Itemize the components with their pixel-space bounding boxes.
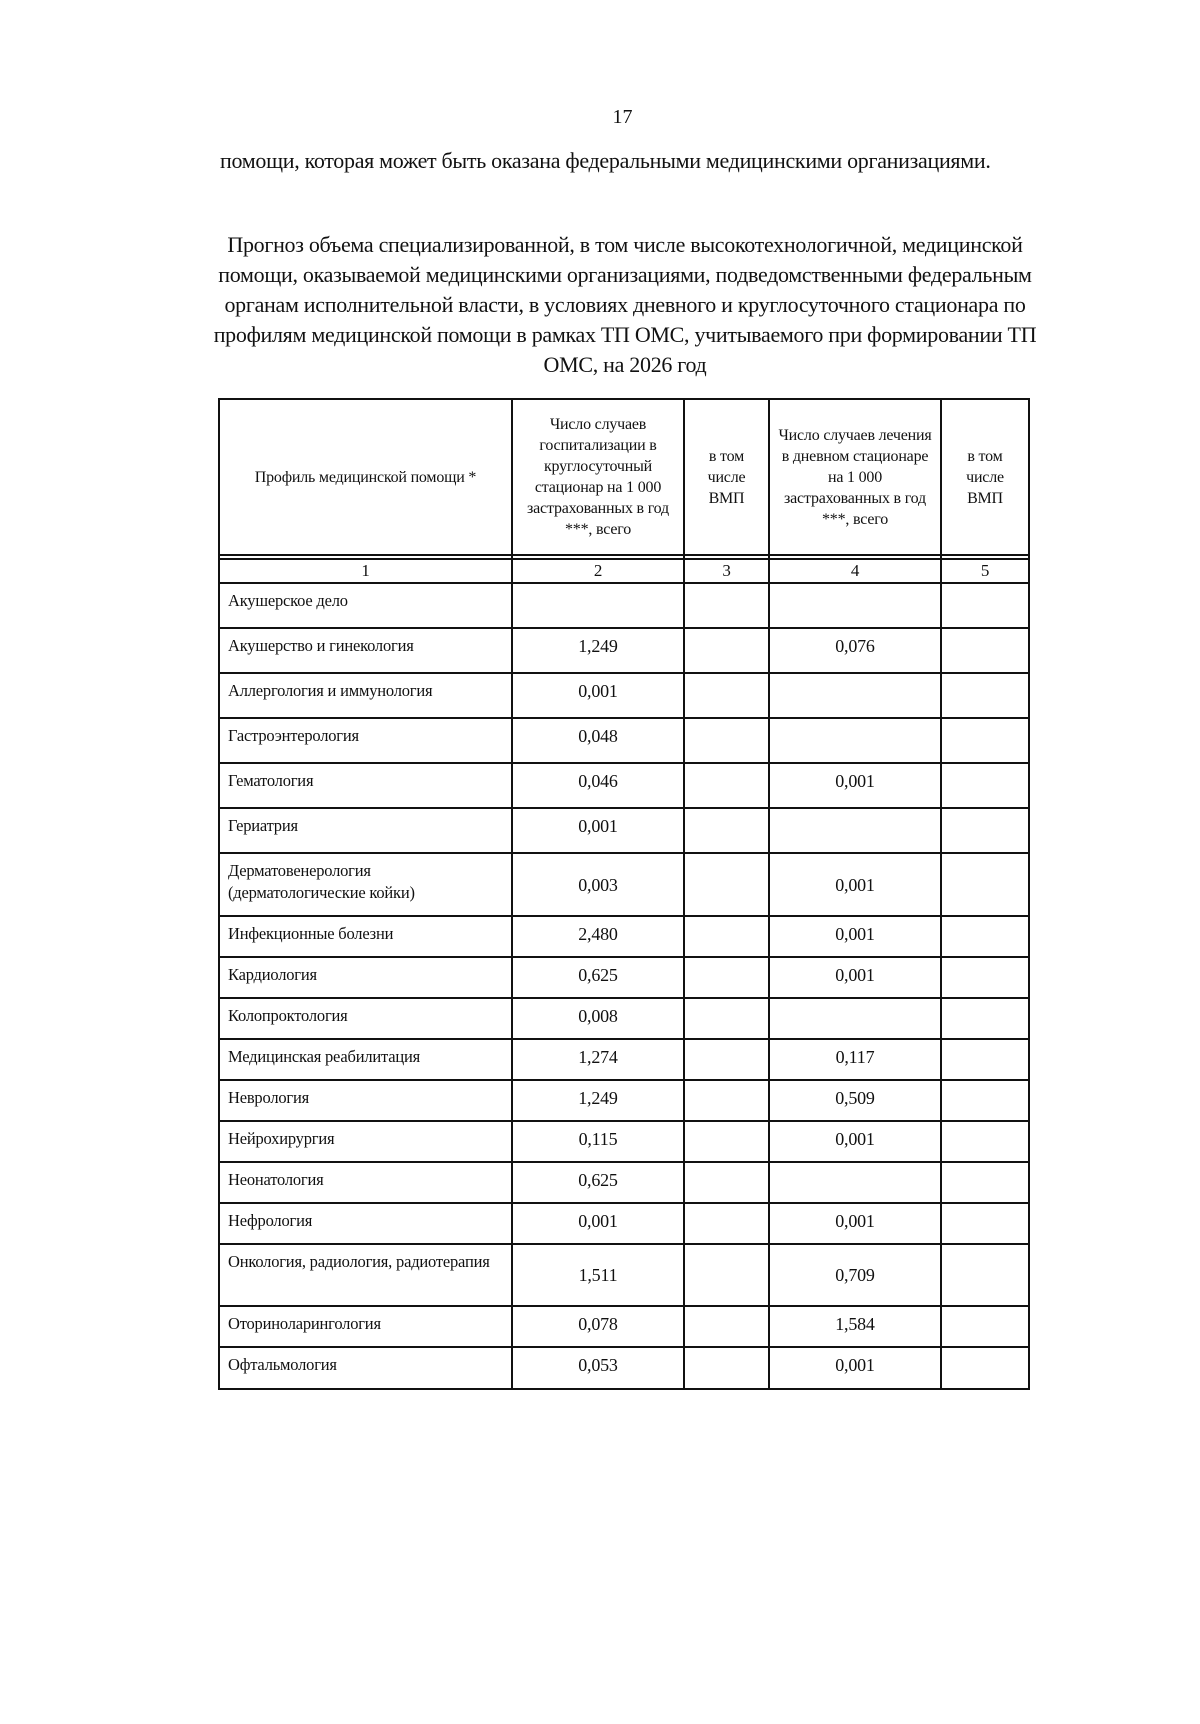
- cell-value-col2: 0,003: [512, 853, 684, 916]
- cell-value-col3: [684, 1306, 769, 1347]
- cell-value-col2: 0,048: [512, 718, 684, 763]
- header-hospital-cases: Число случаев госпитализации в круглосуточный стационар на 1 000 застрахованных в год ***, всего: [512, 399, 684, 555]
- cell-value-col2: 0,078: [512, 1306, 684, 1347]
- cell-value-col2: 0,008: [512, 998, 684, 1039]
- cell-profile: Гериатрия: [219, 808, 512, 853]
- cell-value-col5: [941, 1080, 1029, 1121]
- cell-value-col5: [941, 718, 1029, 763]
- cell-value-col2: 0,115: [512, 1121, 684, 1162]
- column-number: 3: [684, 559, 769, 583]
- cell-value-col3: [684, 916, 769, 957]
- table-row: [219, 1080, 1029, 1121]
- cell-profile: Акушерство и гинекология: [219, 628, 512, 673]
- cell-value-col3: [684, 1244, 769, 1306]
- table-row: [219, 1162, 1029, 1203]
- cell-value-col5: [941, 1039, 1029, 1080]
- cell-value-col5: [941, 916, 1029, 957]
- cell-value-col4: 0,001: [769, 957, 941, 998]
- table-row: [219, 628, 1029, 673]
- cell-value-col4: 0,001: [769, 1121, 941, 1162]
- cell-value-col3: [684, 583, 769, 628]
- cell-profile: Инфекционные болезни: [219, 916, 512, 957]
- cell-value-col3: [684, 718, 769, 763]
- header-hospital-vmp: в том числе ВМП: [684, 399, 769, 555]
- cell-profile: Дерматовенерология (дерматологические койки): [219, 853, 512, 916]
- cell-value-col4: 0,001: [769, 1203, 941, 1244]
- cell-profile: Неврология: [219, 1080, 512, 1121]
- cell-value-col4: [769, 673, 941, 718]
- table-row: [219, 763, 1029, 808]
- cell-value-col3: [684, 628, 769, 673]
- cell-value-col2: 0,001: [512, 808, 684, 853]
- cell-value-col4: 0,509: [769, 1080, 941, 1121]
- cell-value-col3: [684, 957, 769, 998]
- cell-value-col2: 0,001: [512, 1203, 684, 1244]
- column-number: 2: [512, 559, 684, 583]
- cell-value-col4: [769, 998, 941, 1039]
- cell-profile: Гастроэнтерология: [219, 718, 512, 763]
- cell-value-col4: 0,001: [769, 1347, 941, 1389]
- cell-value-col2: 1,511: [512, 1244, 684, 1306]
- cell-value-col5: [941, 673, 1029, 718]
- cell-value-col3: [684, 1039, 769, 1080]
- header-day-vmp: в том числе ВМП: [941, 399, 1029, 555]
- cell-value-col4: 0,001: [769, 763, 941, 808]
- table-row: [219, 853, 1029, 916]
- cell-value-col2: 2,480: [512, 916, 684, 957]
- cell-value-col3: [684, 808, 769, 853]
- cell-value-col2: [512, 583, 684, 628]
- cell-value-col4: [769, 1162, 941, 1203]
- cell-value-col2: 0,625: [512, 1162, 684, 1203]
- cell-value-col3: [684, 1121, 769, 1162]
- column-number: 4: [769, 559, 941, 583]
- table-row: [219, 1039, 1029, 1080]
- cell-value-col5: [941, 583, 1029, 628]
- cell-value-col3: [684, 763, 769, 808]
- cell-value-col5: [941, 1121, 1029, 1162]
- cell-value-col5: [941, 957, 1029, 998]
- table-row: [219, 1306, 1029, 1347]
- cell-value-col2: 1,249: [512, 1080, 684, 1121]
- table-row: [219, 998, 1029, 1039]
- table-row: [219, 583, 1029, 628]
- table-row: [219, 718, 1029, 763]
- cell-value-col3: [684, 1080, 769, 1121]
- cell-value-col4: 0,117: [769, 1039, 941, 1080]
- cell-value-col4: 0,001: [769, 916, 941, 957]
- table-row: [219, 808, 1029, 853]
- cell-value-col5: [941, 628, 1029, 673]
- cell-profile: Аллергология и иммунология: [219, 673, 512, 718]
- cell-profile: Акушерское дело: [219, 583, 512, 628]
- cell-value-col3: [684, 1203, 769, 1244]
- cell-value-col5: [941, 763, 1029, 808]
- page-number: 17: [612, 106, 633, 128]
- cell-value-col5: [941, 1244, 1029, 1306]
- cell-value-col4: [769, 583, 941, 628]
- cell-profile: Колопроктология: [219, 998, 512, 1039]
- cell-profile: Медицинская реабилитация: [219, 1039, 512, 1080]
- cell-value-col2: 1,249: [512, 628, 684, 673]
- cell-value-col2: 0,046: [512, 763, 684, 808]
- cell-value-col5: [941, 808, 1029, 853]
- column-number: 1: [219, 559, 512, 583]
- cell-value-col4: 0,076: [769, 628, 941, 673]
- cell-profile: Кардиология: [219, 957, 512, 998]
- cell-profile: Нефрология: [219, 1203, 512, 1244]
- cell-value-col2: 1,274: [512, 1039, 684, 1080]
- cell-value-col5: [941, 1306, 1029, 1347]
- cell-profile: Оториноларингология: [219, 1306, 512, 1347]
- volume-forecast-table: [218, 398, 1030, 1390]
- table-row: [219, 1244, 1029, 1306]
- cell-profile: Онкология, радиология, радиотерапия: [219, 1244, 512, 1306]
- cell-profile: Нейрохирургия: [219, 1121, 512, 1162]
- cell-value-col5: [941, 1347, 1029, 1389]
- cell-value-col4: [769, 808, 941, 853]
- cell-value-col3: [684, 1162, 769, 1203]
- cell-value-col4: 0,709: [769, 1244, 941, 1306]
- cell-value-col5: [941, 853, 1029, 916]
- table-row: [219, 1121, 1029, 1162]
- cell-value-col5: [941, 1203, 1029, 1244]
- table-row: [219, 957, 1029, 998]
- intro-paragraph: помощи, которая может быть оказана федеральными медицинскими организациями.: [220, 148, 991, 173]
- cell-value-col4: [769, 718, 941, 763]
- header-day-cases: Число случаев лечения в дневном стационаре на 1 000 застрахованных в год ***, всего: [769, 399, 941, 555]
- header-row: [219, 399, 1029, 555]
- cell-profile: Неонатология: [219, 1162, 512, 1203]
- cell-value-col3: [684, 673, 769, 718]
- cell-value-col5: [941, 998, 1029, 1039]
- cell-value-col3: [684, 1347, 769, 1389]
- column-number: 5: [941, 559, 1029, 583]
- cell-value-col2: 0,001: [512, 673, 684, 718]
- cell-value-col2: 0,053: [512, 1347, 684, 1389]
- table-row: [219, 673, 1029, 718]
- cell-value-col4: 1,584: [769, 1306, 941, 1347]
- header-profile: Профиль медицинской помощи *: [219, 399, 512, 555]
- column-number-row: [219, 559, 1029, 583]
- cell-profile: Офтальмология: [219, 1347, 512, 1389]
- cell-value-col3: [684, 998, 769, 1039]
- cell-value-col3: [684, 853, 769, 916]
- table-row: [219, 1347, 1029, 1389]
- cell-value-col5: [941, 1162, 1029, 1203]
- cell-value-col2: 0,625: [512, 957, 684, 998]
- table-row: [219, 1203, 1029, 1244]
- table-row: [219, 916, 1029, 957]
- table-title: Прогноз объема специализированной, в том числе высокотехнологичной, медицинской помощи, оказываемой медицинскими организациями, подведомственными федеральным органам исполнительной власти, в условиях дневного и круглосуточного стационара по профилям медицинской помощи в рамках ТП ОМС, учитываемого при формировании ТП ОМС, на 2026 год: [213, 232, 1037, 377]
- cell-profile: Гематология: [219, 763, 512, 808]
- cell-value-col4: 0,001: [769, 853, 941, 916]
